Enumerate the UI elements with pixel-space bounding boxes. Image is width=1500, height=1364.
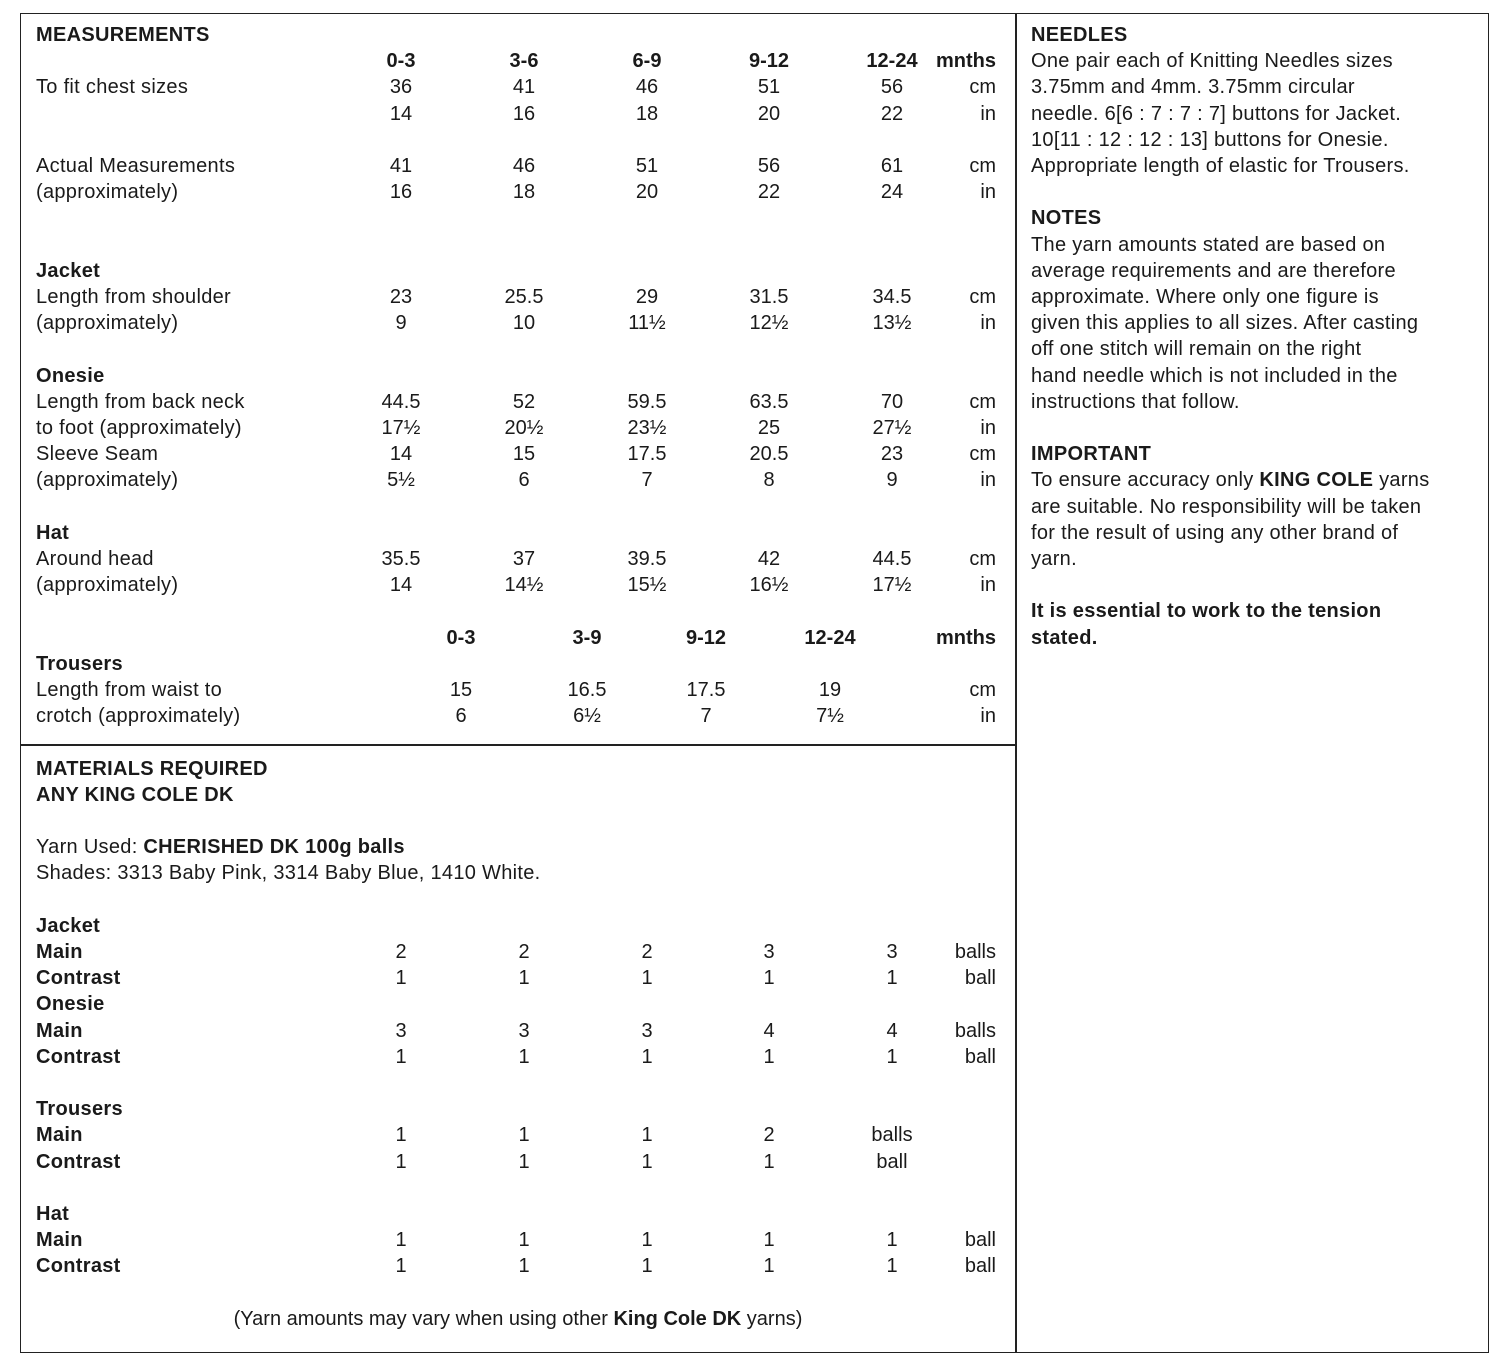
notes-line: hand needle which is not included in the [1031,364,1398,387]
hat-heading: Hat [36,521,70,544]
ball-count: 1 [886,1229,898,1252]
needles-line: Appropriate length of elastic for Trousers. [1031,155,1410,178]
unit-label: in [980,312,996,335]
measurement-value: 17½ [381,417,421,439]
notes-title: NOTES [1031,207,1102,230]
trousers-heading: Trousers [36,652,123,675]
important-text [1031,494,1481,573]
ball-count: 1 [886,1045,898,1068]
measurement-label: Length from shoulder [36,286,232,308]
months-label: mnths [936,50,996,73]
ball-count: 3 [763,941,775,963]
measurement-value: 7½ [816,705,844,728]
measurement-value: 16½ [749,574,789,597]
measurement-value: 24 [880,181,904,204]
needles-line: needle. 6[6 : 7 : 7 : 7] buttons for Jacket. [1031,102,1402,125]
measurement-value: 14 [389,102,413,125]
column-divider [1015,13,1017,1353]
ball-count: 2 [395,941,407,963]
contrast-label: Contrast [36,1255,121,1278]
measurement-value: 51 [635,155,659,177]
measurement-value: 20.5 [749,443,789,466]
measurement-value: 22 [757,181,781,204]
section-divider [20,744,1016,746]
garment-heading: Jacket [36,914,101,937]
measurement-value: 18 [512,181,536,204]
measurement-value: 14½ [504,574,544,597]
measurement-value: 42 [757,548,781,570]
measurement-value: 37 [512,548,536,570]
size-header: 9-12 [748,50,790,73]
ball-count: 1 [763,967,775,990]
measurement-value: 34.5 [872,286,912,308]
measurement-value: 27½ [872,417,912,439]
ball-count: 1 [763,1045,775,1068]
needles-text [1031,48,1481,179]
measurement-value: 41 [512,76,536,99]
ball-count: 1 [518,1150,530,1173]
unit-label: cm [969,443,996,466]
measurement-value: 46 [512,155,536,177]
ball-unit: ball [964,967,996,990]
measurement-value: 6½ [573,705,601,728]
measurement-value: 25 [757,417,781,439]
ball-unit: ball [964,1229,996,1252]
unit-label: cm [969,548,996,570]
measurement-label: (approximately) [36,469,179,492]
measurement-value: 29 [635,286,659,308]
unit-label: in [980,574,996,597]
measurement-value: 56 [757,155,781,177]
measurement-value: 20½ [504,417,544,439]
notes-line: given this applies to all sizes. After casting [1031,312,1419,335]
measurement-label: (approximately) [36,312,179,335]
measurement-label: (approximately) [36,574,179,597]
main-label: Main [36,941,83,963]
ball-count: 1 [518,1124,530,1147]
notes-line: The yarn amounts stated are based on [1031,233,1386,256]
measurement-value: 12½ [749,312,789,335]
ball-count: 1 [763,1150,775,1173]
measurement-value: 56 [880,76,904,99]
contrast-label: Contrast [36,1150,121,1173]
ball-count: 4 [886,1019,898,1042]
measurement-value: 63.5 [749,390,789,413]
sidebar [1031,22,1481,651]
trousers-size-header: 0-3 [446,626,476,649]
measurement-value: 16 [389,181,413,204]
measurement-value: 8 [763,469,775,492]
measurement-value: 17.5 [627,443,667,466]
measurement-value: 19 [818,679,842,701]
yarn-used: Yarn Used: CHERISHED DK 100g balls [36,836,405,859]
measurement-value: 39.5 [627,548,667,570]
ball-unit: balls [954,1019,996,1042]
ball-count: 1 [641,1124,653,1147]
measurement-value: 44.5 [381,390,421,413]
notes-line: off one stitch will remain on the right [1031,338,1362,361]
main-label: Main [36,1229,83,1252]
measurement-value: 51 [757,76,781,99]
unit-label: cm [969,390,996,413]
brand-name: KING COLE [1259,469,1374,492]
ball-count: 3 [395,1019,407,1042]
materials-subtitle: ANY KING COLE DK [36,783,234,806]
measurement-value: 6 [455,705,467,728]
ball-count: 3 [886,941,898,963]
measurement-value: 9 [395,312,407,335]
essential-line: stated. [1031,626,1098,649]
unit-label: in [980,102,996,125]
important-line: for the result of using any other brand of [1031,521,1399,544]
unit-label: in [980,417,996,439]
ball-unit: ball [876,1150,908,1173]
ball-count: 1 [886,967,898,990]
trousers-size-header: 9-12 [685,626,727,649]
trousers-months-label: mnths [936,626,996,649]
measurement-value: 15 [449,679,473,701]
ball-count: 1 [395,1124,407,1147]
ball-count: 1 [395,1229,407,1252]
contrast-label: Contrast [36,967,121,990]
ball-count: 1 [641,967,653,990]
garment-heading: Hat [36,1203,70,1225]
measurement-label: Sleeve Seam [36,443,159,466]
ball-count: 1 [518,967,530,990]
measurement-value: 25.5 [504,286,544,308]
measurement-value: 20 [757,102,781,125]
ball-unit: balls [871,1124,913,1147]
important-line: To ensure accuracy only KING COLE yarns [1031,469,1430,492]
garment-heading: Trousers [36,1098,123,1121]
measurement-value: 16 [512,102,536,125]
size-header: 3-6 [509,50,539,73]
needles-line: 3.75mm and 4mm. 3.75mm circular [1031,76,1355,99]
measurement-value: 7 [641,469,653,492]
unit-label: in [980,469,996,492]
important-line: are suitable. No responsibility will be taken [1031,495,1422,518]
jacket-heading: Jacket [36,259,101,282]
ball-unit: balls [954,941,996,963]
measurement-value: 46 [635,76,659,99]
measurement-value: 17.5 [686,679,726,701]
unit-label: cm [969,155,996,177]
measurement-value: 7 [700,705,712,728]
ball-count: 1 [641,1255,653,1278]
measurement-label: (approximately) [36,181,179,204]
measurement-value: 23½ [627,417,667,439]
measurement-value: 14 [389,574,413,597]
trousers-size-header: 3-9 [572,626,602,649]
trousers-size-header: 12-24 [804,626,856,649]
tension-warning [1031,598,1481,650]
measurement-value: 41 [389,155,413,177]
ball-count: 1 [395,1150,407,1173]
measurement-value: 18 [635,102,659,125]
measurement-value: 15½ [627,574,667,597]
measurement-label: Actual Measurements [36,155,236,177]
size-header: 6-9 [632,50,662,73]
measurement-value: 35.5 [381,548,421,570]
notes-text [1031,232,1481,415]
notes-line: instructions that follow. [1031,390,1240,413]
yarn-note: (Yarn amounts may vary when using other King Cole DK yarns) [233,1307,803,1330]
ball-count: 1 [518,1045,530,1068]
ball-count: 1 [886,1255,898,1278]
unit-label: cm [969,286,996,308]
unit-label: cm [969,679,996,701]
unit-label: in [980,705,996,728]
measurement-value: 9 [886,469,898,492]
needles-line: One pair each of Knitting Needles sizes [1031,50,1393,73]
measurement-value: 5½ [387,469,415,492]
unit-label: in [980,181,996,204]
measurement-value: 23 [880,443,904,466]
important-title: IMPORTANT [1031,443,1152,466]
measurement-value: 17½ [872,574,912,597]
measurement-label: Around head [36,548,154,570]
ball-count: 2 [641,941,653,963]
needles-line: 10[11 : 12 : 12 : 13] buttons for Onesie. [1031,128,1389,151]
ball-count: 1 [641,1045,653,1068]
measurement-value: 20 [635,181,659,204]
notes-line: average requirements and are therefore [1031,259,1396,282]
materials-title: MATERIALS REQUIRED [36,757,268,780]
ball-count: 1 [395,967,407,990]
ball-count: 3 [518,1019,530,1042]
onesie-heading: Onesie [36,364,105,387]
measurement-value: 13½ [872,312,912,335]
measurement-value: 52 [512,390,536,413]
garment-heading: Onesie [36,993,105,1016]
measurements-title: MEASUREMENTS [36,24,210,46]
measurement-value: 31.5 [749,286,789,308]
ball-unit: ball [964,1255,996,1278]
ball-count: 2 [763,1124,775,1147]
ball-count: 1 [641,1229,653,1252]
ball-count: 1 [395,1045,407,1068]
size-header: 0-3 [386,50,416,73]
essential-line: It is essential to work to the tension [1031,600,1382,623]
ball-count: 4 [763,1019,775,1042]
measurement-value: 36 [389,76,413,99]
main-label: Main [36,1124,83,1147]
notes-line: approximate. Where only one figure is [1031,286,1379,309]
measurement-label: crotch (approximately) [36,705,241,728]
unit-label: cm [969,76,996,99]
ball-count: 1 [518,1229,530,1252]
measurement-value: 59.5 [627,390,667,413]
ball-count: 1 [641,1150,653,1173]
ball-count: 3 [641,1019,653,1042]
measurement-label: Length from back neck [36,390,245,413]
contrast-label: Contrast [36,1045,121,1068]
measurement-label: Length from waist to [36,679,223,701]
measurement-value: 23 [389,286,413,308]
measurement-value: 70 [880,390,904,413]
measurement-value: 11½ [628,312,666,335]
shades: Shades: 3313 Baby Pink, 3314 Baby Blue, 1410 White. [36,862,541,885]
size-header: 12-24 [866,50,918,73]
measurement-value: 10 [512,312,536,335]
main-label: Main [36,1019,83,1042]
measurement-value: 14 [389,443,413,466]
needles-title: NEEDLES [1031,24,1128,46]
measurement-value: 16.5 [567,679,607,701]
ball-count: 1 [518,1255,530,1278]
measurement-value: 44.5 [872,548,912,570]
measurement-value: 15 [512,443,536,466]
measurement-value: 61 [880,155,904,177]
important-line: yarn. [1031,548,1077,571]
measurement-label: To fit chest sizes [36,76,189,99]
measurement-value: 6 [518,469,530,492]
ball-count: 1 [763,1255,775,1278]
ball-count: 1 [763,1229,775,1252]
ball-count: 1 [395,1255,407,1278]
measurement-value: 22 [880,102,904,125]
measurement-label: to foot (approximately) [36,417,242,439]
ball-count: 2 [518,941,530,963]
ball-unit: ball [964,1045,996,1068]
